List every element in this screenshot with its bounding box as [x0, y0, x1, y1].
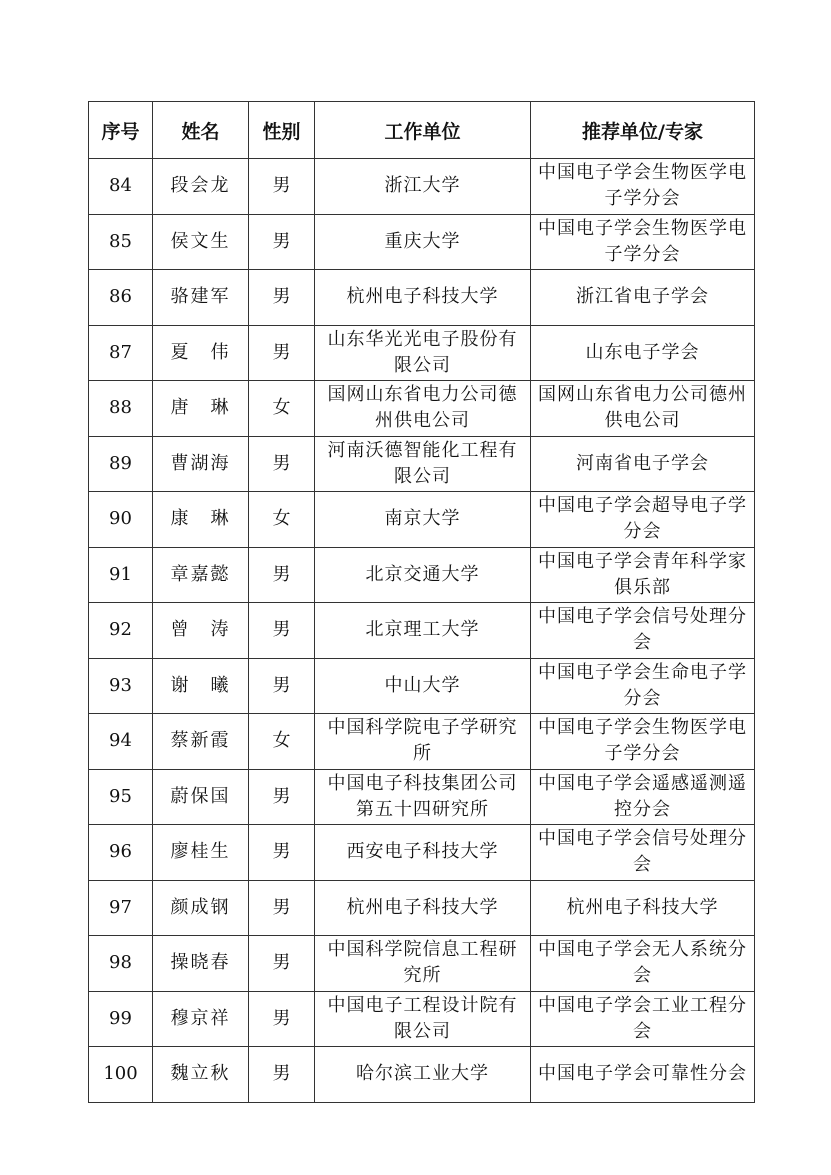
cell-name: 谢 曦: [153, 658, 249, 714]
cell-recommender: 中国电子学会生物医学电子学分会: [531, 214, 755, 270]
cell-gender: 男: [249, 825, 315, 881]
cell-gender: 男: [249, 880, 315, 936]
header-org: 工作单位: [315, 102, 531, 159]
cell-no: 84: [89, 159, 153, 215]
cell-recommender: 中国电子学会生物医学电子学分会: [531, 159, 755, 215]
table-row: [89, 270, 755, 326]
cell-gender: 女: [249, 714, 315, 770]
table-row: [89, 880, 755, 936]
cell-recommender: 山东电子学会: [531, 325, 755, 381]
cell-gender: 男: [249, 991, 315, 1047]
cell-name: 穆京祥: [153, 991, 249, 1047]
table-row: [89, 547, 755, 603]
cell-no: 96: [89, 825, 153, 881]
cell-org: 西安电子科技大学: [315, 825, 531, 881]
cell-recommender: 中国电子学会生物医学电子学分会: [531, 714, 755, 770]
cell-org: 北京理工大学: [315, 603, 531, 659]
cell-gender: 男: [249, 436, 315, 492]
cell-no: 85: [89, 214, 153, 270]
cell-name: 曹湖海: [153, 436, 249, 492]
cell-org: 重庆大学: [315, 214, 531, 270]
cell-org: 哈尔滨工业大学: [315, 1047, 531, 1103]
cell-org: 山东华光光电子股份有限公司: [315, 325, 531, 381]
cell-name: 唐 琳: [153, 381, 249, 437]
cell-no: 98: [89, 936, 153, 992]
cell-name: 蔡新霞: [153, 714, 249, 770]
table-row: [89, 1047, 755, 1103]
cell-recommender: 杭州电子科技大学: [531, 880, 755, 936]
cell-recommender: 中国电子学会可靠性分会: [531, 1047, 755, 1103]
cell-no: 95: [89, 769, 153, 825]
table-row: [89, 936, 755, 992]
cell-org: 中山大学: [315, 658, 531, 714]
cell-recommender: 国网山东省电力公司德州供电公司: [531, 381, 755, 437]
cell-org: 国网山东省电力公司德州供电公司: [315, 381, 531, 437]
header-no: 序号: [89, 102, 153, 159]
cell-no: 93: [89, 658, 153, 714]
cell-name: 操晓春: [153, 936, 249, 992]
cell-recommender: 浙江省电子学会: [531, 270, 755, 326]
cell-gender: 男: [249, 1047, 315, 1103]
table-row: [89, 436, 755, 492]
cell-name: 段会龙: [153, 159, 249, 215]
cell-gender: 男: [249, 159, 315, 215]
cell-gender: 男: [249, 270, 315, 326]
table-row: [89, 603, 755, 659]
cell-name: 夏 伟: [153, 325, 249, 381]
cell-org: 杭州电子科技大学: [315, 880, 531, 936]
cell-no: 90: [89, 492, 153, 548]
cell-recommender: 中国电子学会无人系统分会: [531, 936, 755, 992]
cell-no: 94: [89, 714, 153, 770]
cell-org: 河南沃德智能化工程有限公司: [315, 436, 531, 492]
cell-name: 章嘉懿: [153, 547, 249, 603]
table-row: [89, 492, 755, 548]
member-table: [88, 101, 755, 1103]
cell-org: 北京交通大学: [315, 547, 531, 603]
cell-no: 87: [89, 325, 153, 381]
cell-no: 92: [89, 603, 153, 659]
cell-no: 91: [89, 547, 153, 603]
table-header-row: [89, 102, 755, 159]
table-body: [89, 159, 755, 1103]
cell-recommender: 中国电子学会信号处理分会: [531, 825, 755, 881]
table-row: [89, 658, 755, 714]
cell-gender: 男: [249, 547, 315, 603]
header-name: 姓名: [153, 102, 249, 159]
cell-recommender: 中国电子学会超导电子学分会: [531, 492, 755, 548]
cell-recommender: 河南省电子学会: [531, 436, 755, 492]
cell-gender: 男: [249, 325, 315, 381]
table-row: [89, 825, 755, 881]
cell-gender: 男: [249, 769, 315, 825]
cell-no: 89: [89, 436, 153, 492]
cell-name: 魏立秋: [153, 1047, 249, 1103]
cell-no: 88: [89, 381, 153, 437]
cell-name: 曾 涛: [153, 603, 249, 659]
table-row: [89, 714, 755, 770]
header-gender: 性别: [249, 102, 315, 159]
cell-gender: 男: [249, 214, 315, 270]
cell-name: 康 琳: [153, 492, 249, 548]
cell-org: 中国科学院电子学研究所: [315, 714, 531, 770]
cell-gender: 男: [249, 658, 315, 714]
table-row: [89, 159, 755, 215]
cell-name: 蔚保国: [153, 769, 249, 825]
cell-org: 中国科学院信息工程研究所: [315, 936, 531, 992]
cell-recommender: 中国电子学会生命电子学分会: [531, 658, 755, 714]
table-row: [89, 991, 755, 1047]
cell-recommender: 中国电子学会青年科学家俱乐部: [531, 547, 755, 603]
table-row: [89, 325, 755, 381]
cell-gender: 女: [249, 381, 315, 437]
cell-name: 骆建军: [153, 270, 249, 326]
cell-name: 侯文生: [153, 214, 249, 270]
table-row: [89, 381, 755, 437]
cell-no: 99: [89, 991, 153, 1047]
cell-name: 廖桂生: [153, 825, 249, 881]
cell-gender: 男: [249, 603, 315, 659]
table-row: [89, 769, 755, 825]
table-row: [89, 214, 755, 270]
cell-gender: 男: [249, 936, 315, 992]
cell-no: 86: [89, 270, 153, 326]
header-recommender: 推荐单位/专家: [531, 102, 755, 159]
cell-org: 中国电子科技集团公司第五十四研究所: [315, 769, 531, 825]
cell-org: 杭州电子科技大学: [315, 270, 531, 326]
cell-recommender: 中国电子学会遥感遥测遥控分会: [531, 769, 755, 825]
cell-no: 97: [89, 880, 153, 936]
cell-recommender: 中国电子学会工业工程分会: [531, 991, 755, 1047]
cell-org: 浙江大学: [315, 159, 531, 215]
cell-name: 颜成钢: [153, 880, 249, 936]
cell-no: 100: [89, 1047, 153, 1103]
cell-org: 南京大学: [315, 492, 531, 548]
cell-gender: 女: [249, 492, 315, 548]
cell-recommender: 中国电子学会信号处理分会: [531, 603, 755, 659]
cell-org: 中国电子工程设计院有限公司: [315, 991, 531, 1047]
